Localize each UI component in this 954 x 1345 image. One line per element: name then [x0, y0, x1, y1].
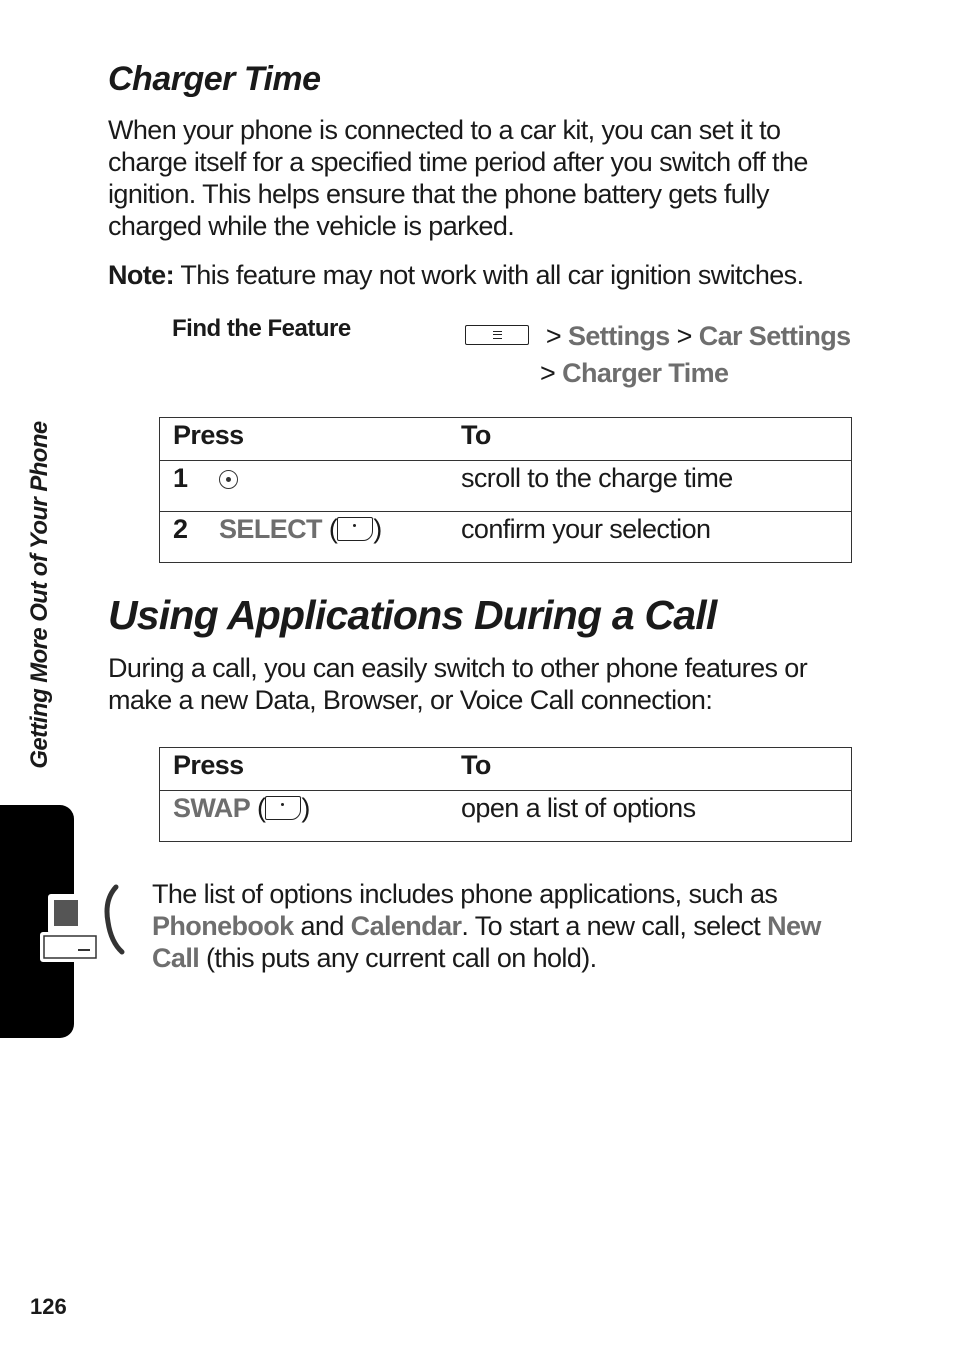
- new-call-label: New Call: [152, 911, 821, 973]
- step-number: 1: [173, 463, 188, 493]
- path-charger-time: Charger Time: [562, 358, 729, 388]
- path-car-settings: Car Settings: [698, 321, 851, 351]
- charger-time-body: When your phone is connected to a car kit, you can set it to charge itself for a specified time period after you switch off the ignition. This helps ensure that the phone battery gets fully charged while the vehicle is parked.: [108, 115, 808, 241]
- find-feature-label: Find the Feature: [172, 315, 351, 342]
- step-action: scroll to the charge time: [448, 461, 852, 512]
- soft-key-icon: [265, 796, 301, 820]
- note-text: This feature may not work with all car ignition switches.: [174, 260, 804, 290]
- select-key-label: SELECT: [219, 514, 322, 544]
- sidebar-section-label: Getting More Out of Your Phone: [26, 421, 53, 769]
- table-header-press: Press: [160, 418, 449, 461]
- info-text: and: [293, 911, 351, 941]
- applications-heading: Using Applications During a Call: [108, 592, 717, 638]
- soft-key-icon: [337, 517, 373, 541]
- menu-key-icon: [465, 325, 529, 345]
- path-sep: >: [545, 321, 562, 351]
- path-sep: >: [676, 321, 692, 351]
- info-text: (this puts any current call on hold).: [199, 943, 597, 973]
- applications-table: [159, 747, 852, 842]
- info-text: The list of options includes phone applications, such as: [152, 879, 778, 909]
- step-number: 2: [173, 514, 188, 544]
- step-action: open a list of options: [448, 791, 852, 842]
- applications-body: During a call, you can easily switch to other phone features or make a new Data, Browser, or Voice Call connection:: [108, 653, 808, 715]
- table-header-to: To: [448, 748, 852, 791]
- note-label: Note:: [108, 260, 174, 290]
- charger-time-table: [159, 417, 852, 563]
- charger-time-heading: Charger Time: [108, 60, 321, 98]
- table-header-to: To: [448, 418, 852, 461]
- page-number: 126: [30, 1294, 67, 1319]
- charger-time-note: [108, 259, 888, 291]
- table-row: 2 SELECT ( ) confirm your selection: [160, 512, 852, 563]
- step-action: confirm your selection: [448, 512, 852, 563]
- info-text: . To start a new call, select: [461, 911, 768, 941]
- table-row: [160, 461, 852, 512]
- path-settings: Settings: [567, 321, 670, 351]
- nav-key-icon: [219, 470, 238, 489]
- table-header-press: Press: [160, 748, 449, 791]
- find-feature-path: [465, 318, 851, 392]
- table-row: SWAP ( ) open a list of options: [160, 791, 852, 842]
- computer-phone-icon: [38, 882, 134, 964]
- swap-key-label: SWAP: [173, 793, 251, 823]
- calendar-label: Calendar: [350, 911, 462, 941]
- path-sep: >: [540, 358, 556, 388]
- applications-info: [152, 878, 852, 974]
- phonebook-label: Phonebook: [152, 911, 294, 941]
